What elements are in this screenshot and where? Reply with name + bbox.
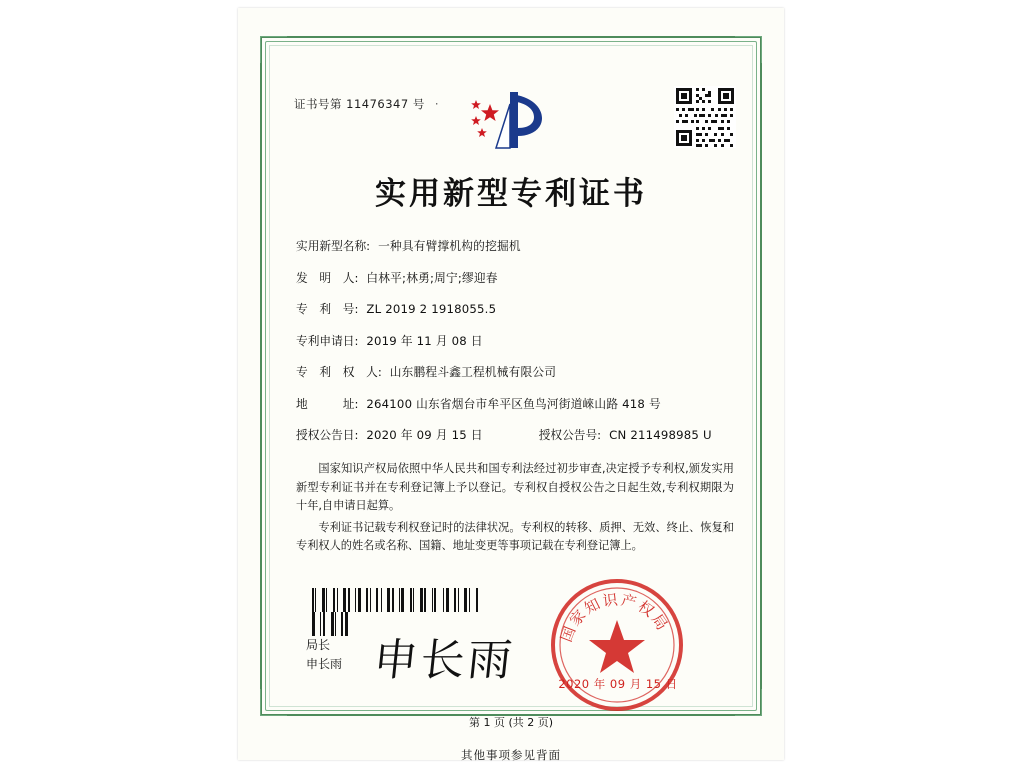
field-row [296,238,734,254]
official-seal [548,576,686,714]
field-value: ZL 2019 2 1918055.5 [366,302,497,316]
field-value: 一种具有臂撑机构的挖掘机 [378,239,521,253]
page-number: 第 1 页 (共 2 页) [468,716,554,729]
field-label: 实用新型名称: [296,239,371,253]
grant-date-label: 授权公告日: [296,428,359,442]
barcode [312,588,480,612]
legal-paragraph: 国家知识产权局依照中华人民共和国专利法经过初步审查,决定授予专利权,颁发实用新型专利证书并在专利登记簿上予以登记。专利权自授权公告之日起生效,专利权期限为十年,自申请日起算。 [296,462,734,512]
grant-date-value: 2020 年 09 月 15 日 [366,428,483,442]
field-list [296,238,734,459]
certificate-number-text: 证书号第 11476347 号 [294,97,425,111]
field-value: 山东鹏程斗鑫工程机械有限公司 [389,365,557,379]
grant-number-label: 授权公告号: [538,428,602,442]
corner-ornament-top-right [735,36,762,63]
corner-ornament-top-left [260,36,287,63]
legal-text [296,460,734,559]
field-value: 264100 山东省烟台市牟平区鱼鸟河街道崍山路 418 号 [366,396,661,411]
field-row [296,301,734,317]
director-signature: 申长雨 [370,635,518,686]
field-label: 专利申请日: [296,333,359,348]
corner-ornament-bottom-left [260,689,287,716]
field-row [296,364,734,380]
certificate-number-dot: · [434,97,439,111]
field-label: 专 利 号: [296,302,359,316]
grant-number-value: CN 211498985 U [609,428,712,442]
svg-text:国家知识产权局: 国家知识产权局 [557,590,673,645]
qr-code-icon [674,86,736,148]
field-value: 2019 年 11 月 08 日 [366,333,483,348]
field-label: 地 址: [296,396,359,411]
director-title: 局长 [306,638,331,652]
director-name: 申长雨 [306,657,343,671]
field-value: 白林平;林勇;周宁;缪迎春 [366,270,498,285]
legal-paragraph: 专利证书记载专利权登记时的法律状况。专利权的转移、质押、无效、终止、恢复和专利权人的姓名或名称、国籍、地址变更等事项记载在专利登记簿上。 [296,520,734,552]
field-label: 发 明 人: [296,270,359,285]
corner-ornament-bottom-right [735,689,762,716]
field-row [296,270,734,286]
cnipa-emblem-icon [466,84,562,156]
seal-date: 2020 年 09 月 15 日 [558,677,678,691]
grant-announcement-row [296,427,734,443]
certificate-sheet [238,8,784,760]
certificate-number [294,96,439,112]
field-row [296,333,734,349]
field-label: 专 利 权 人: [296,365,382,379]
director-label [306,636,342,674]
field-row [296,396,734,412]
footer-note: 其他事项参见背面 [461,748,561,762]
page-title: 实用新型专利证书 [375,176,647,212]
